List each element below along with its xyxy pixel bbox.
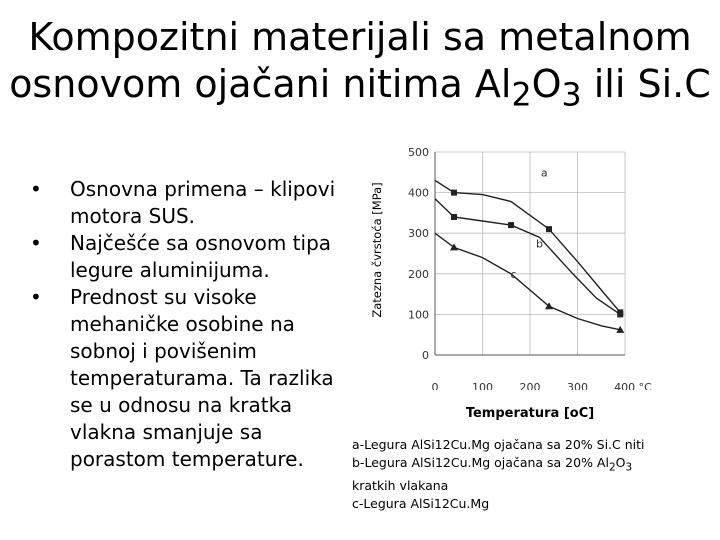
y-tick-label: 0: [422, 349, 429, 362]
series-line-b: [435, 199, 620, 315]
legend-b-oxygen: O: [615, 455, 626, 470]
y-tick-label: 100: [408, 308, 429, 322]
bullet-dot: •: [30, 177, 42, 201]
title-line-2-end: ili Si.C: [581, 62, 711, 106]
data-point-a: [546, 226, 552, 232]
x-axis-label: Temperatura [oC]: [465, 406, 595, 421]
title-sub-2: 2: [511, 77, 532, 114]
bullet-list: [30, 176, 360, 473]
bullet-dot: •: [30, 231, 42, 255]
bullet-item: [30, 230, 360, 284]
tensile-strength-chart: [395, 140, 665, 390]
title-oxygen: O: [531, 62, 562, 106]
legend-b-sub-2: 2: [608, 461, 616, 474]
x-tick-label: 400 °C: [614, 381, 652, 390]
series-label-b: b: [536, 237, 543, 251]
data-point-a: [451, 190, 457, 196]
data-point-b: [617, 311, 623, 317]
title-line-2: [0, 61, 720, 120]
legend-item-b: [352, 454, 712, 477]
y-axis-label: Zatezna čvrstoća [MPa]: [370, 182, 384, 318]
legend: [352, 436, 712, 513]
legend-item-b-continued: kratkih vlakana: [352, 477, 449, 493]
x-tick-label: 300: [567, 381, 588, 390]
series-line-a: [435, 180, 620, 312]
slide-title: [0, 14, 720, 120]
y-tick-label: 400: [408, 186, 429, 200]
title-line-1: Kompozitni materijali sa metalnom: [28, 15, 692, 59]
legend-item-c: c-Legura AlSi12Cu.Mg: [352, 495, 490, 511]
bullet-text: Najčešće sa osnovom tipa legure aluminijuma.: [70, 231, 332, 282]
series-label-a: a: [540, 166, 548, 180]
y-tick-label: 300: [408, 227, 429, 241]
legend-b-sub-3: 3: [625, 461, 633, 474]
legend-item-a: a-Legura AlSi12Cu.Mg ojačana sa 20% Si.C niti: [352, 437, 645, 452]
bullet-item: [30, 284, 360, 473]
y-tick-label: 200: [408, 267, 429, 281]
title-sub-3: 3: [561, 77, 582, 114]
series-line-c: [435, 233, 620, 330]
bullet-dot: •: [30, 285, 42, 309]
x-tick-label: 100: [472, 381, 493, 390]
data-point-b: [451, 214, 457, 220]
legend-b-text: b-Legura AlSi12Cu.Mg ojačana sa 20% Al: [352, 455, 609, 470]
x-tick-label: 0: [431, 381, 439, 390]
y-tick-label: 500: [408, 146, 429, 159]
data-point-b: [508, 222, 514, 228]
title-line-2-start: osnovom ojačani nitima Al: [9, 62, 512, 106]
bullet-text: Osnovna primena – klipovi motora SUS.: [70, 177, 336, 228]
bullet-text: Prednost su visoke mehaničke osobine na sobnoj i povišenim temperaturama. Ta razlika se u odnosu na kratka vlakna smanjuje sa porastom temperature.: [70, 285, 334, 471]
bullet-item: [30, 176, 360, 230]
x-tick-label: 200: [519, 381, 541, 390]
series-label-c: c: [510, 267, 517, 281]
